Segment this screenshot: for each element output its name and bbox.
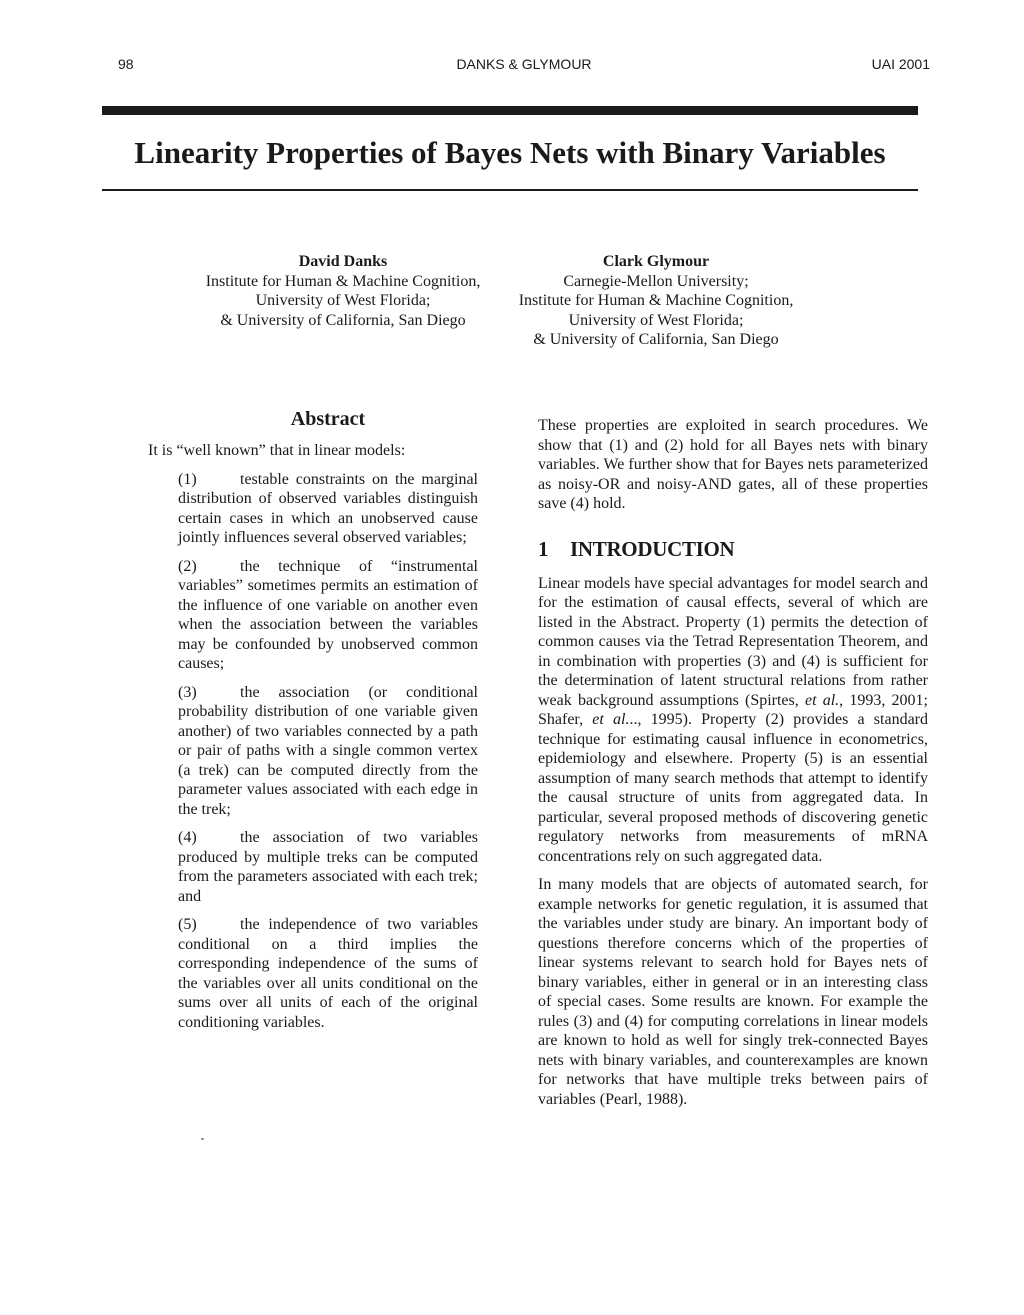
left-column bbox=[148, 405, 478, 1041]
abstract-item-number: (2) bbox=[178, 557, 197, 575]
right-column bbox=[538, 416, 928, 1118]
abstract-lead: It is “well known” that in linear models: bbox=[148, 442, 406, 459]
author-name: David Danks bbox=[298, 253, 388, 270]
abstract-item-text: the association of two variables produced by multiple treks can be computed from the parameters associated with each trek; and bbox=[178, 829, 478, 905]
author-affiliation-line: University of West Florida; bbox=[568, 311, 744, 329]
abstract-item-text: the technique of “instrumental variables” sometimes permits an estimation of the influence of one variable on another even when the association between the variables may be confounded by unobserved common causes; bbox=[178, 557, 478, 672]
citation-et-al: et al. bbox=[804, 691, 840, 709]
abstract-heading: Abstract bbox=[290, 408, 366, 430]
title-rule-bottom bbox=[102, 189, 918, 191]
running-head bbox=[118, 56, 930, 78]
abstract-item-number: (5) bbox=[178, 916, 197, 933]
abstract-item-text: the association (or conditional probability distribution of one variable given another) of two variables connected by a path or pair of paths with a single common vertex (a trek) can be computed directly from the parameter values associated with each edge in the trek; bbox=[178, 683, 478, 818]
abstract-item bbox=[178, 470, 478, 548]
running-head-authors: DANKS & GLYMOUR bbox=[456, 56, 592, 72]
abstract-item-number: (3) bbox=[178, 683, 197, 701]
abstract-item-text: testable constraints on the marginal distribution of observed variables distinguish certain cases in which an unobserved cause jointly influences several observed variables; bbox=[178, 470, 478, 546]
intro-text: , 1993, 2001; Shafer, bbox=[538, 691, 928, 728]
intro-paragraph-2: In many models that are objects of automated search, for example networks for genetic regulation, it is assumed that the variables under study are binary. An important body of questions therefore concerns which of the properties of linear systems relevant to search hold for Bayes nets of binary variables, either in general or in an interesting class of special cases. Some results are known. For example the rules (3) and (4) for computing correlations in linear models are known to hold as well for singly trek-connected Bayes nets with binary variables, and counterexamples are known for networks that have multiple treks between pairs of variables (Pearl, 1988). bbox=[538, 876, 928, 1108]
page-number: 98 bbox=[118, 56, 134, 72]
title-rule-top bbox=[102, 106, 918, 115]
abstract-item-text: the independence of two variables conditional on a third implies the corresponding independence of the sums of the variables over all units conditional on the sums over all units of each of the original conditioning variables. bbox=[178, 916, 478, 1031]
intro-text: .., 1995). Property (2) provides a standard technique for estimating causal influence in econometrics, epidemiology and elsewhere. Property (5) is an essential assumption of many search methods that attempt to identify the causal structure of units from aggregated data. In particular, several proposed methods of discovering genetic regulatory networks from measurements of mRNA concentrations rely on such aggregated data. bbox=[538, 711, 928, 865]
intro-text: Linear models have special advantages for model search and for the estimation of causal effects, several of which are listed in the Abstract. Property (1) permits the detection of common causes via the Tetrad Representation Theorem, and in combination with properties (3) and (4) is sufficient for the determination of latent structural relations from rather weak background assumptions (Spirtes, bbox=[538, 574, 928, 709]
author-block-glymour bbox=[484, 252, 828, 350]
abstract-item bbox=[178, 915, 478, 1032]
abstract-item-number: (1) bbox=[178, 470, 197, 488]
author-affiliation-line: Institute for Human & Machine Cognition, bbox=[205, 272, 481, 290]
author-affiliation-line: & University of California, San Diego bbox=[533, 331, 779, 348]
scan-speck bbox=[201, 1138, 204, 1140]
section-heading-introduction bbox=[538, 536, 928, 562]
abstract-item bbox=[178, 828, 478, 906]
abstract-item bbox=[178, 683, 478, 820]
author-affiliation-line: Carnegie-Mellon University; bbox=[563, 272, 749, 290]
author-affiliation-line: Institute for Human & Machine Cognition, bbox=[518, 292, 794, 309]
abstract-item bbox=[178, 557, 478, 674]
author-affiliation-line: & University of California, San Diego bbox=[220, 311, 466, 329]
citation-et-al: et al. bbox=[592, 711, 630, 728]
author-block-danks bbox=[170, 252, 516, 330]
section-title: INTRODUCTION bbox=[570, 536, 735, 561]
running-head-venue: UAI 2001 bbox=[871, 56, 930, 72]
intro-paragraph-1 bbox=[538, 574, 928, 867]
abstract-continuation: These properties are exploited in search procedures. We show that (1) and (2) hold for all Bayes nets with binary variables. We further show that for Bayes nets parameterized as noisy-OR and noisy-AND gates, all of these properties save (4) hold. bbox=[538, 417, 928, 512]
author-name: Clark Glymour bbox=[602, 253, 710, 270]
author-affiliation-line: University of West Florida; bbox=[255, 292, 431, 309]
abstract-item-number: (4) bbox=[178, 829, 197, 846]
paper-title: Linearity Properties of Bayes Nets with Binary Variables bbox=[134, 135, 886, 170]
section-number: 1 bbox=[538, 536, 549, 561]
